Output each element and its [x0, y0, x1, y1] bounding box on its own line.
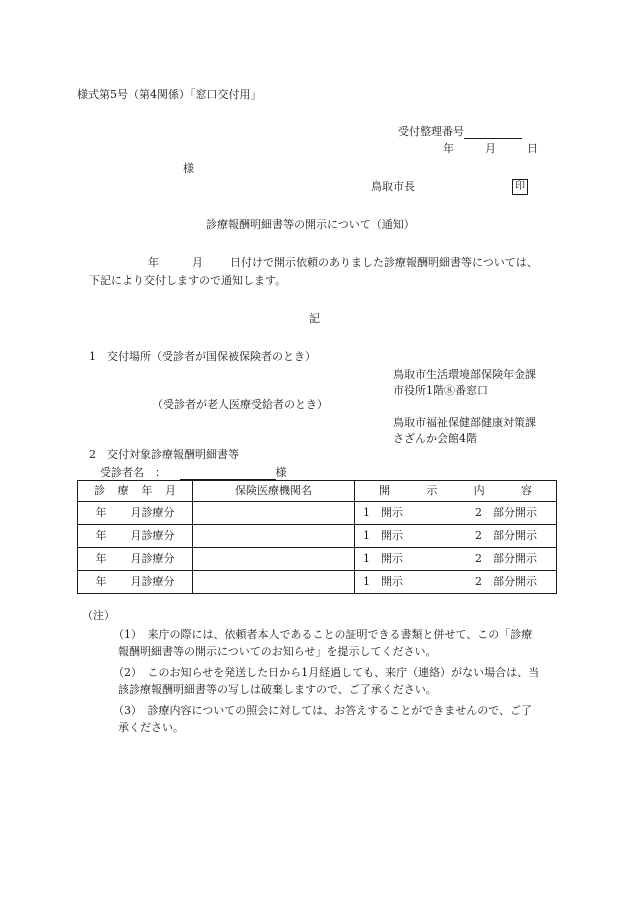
note-2-line-2: 該診療報酬明細書等の写しは破棄しますので、ご了承ください。 [118, 683, 437, 696]
form-id: 様式第5号（第4関係）「窓口交付用」 [77, 88, 262, 101]
institution-cell [193, 525, 355, 548]
option-partial: 2 部分開示 [475, 505, 537, 519]
note-3-line-2: 承ください。 [118, 721, 184, 734]
body-year: 年 [148, 256, 159, 269]
header-disclosure-char: 示 [426, 483, 438, 497]
notes-label: （注） [82, 609, 115, 622]
option-disclose: 1 開示 [363, 551, 403, 565]
disclosure-cell [355, 548, 557, 571]
option-disclose: 1 開示 [363, 574, 403, 588]
patient-name-blank [180, 465, 276, 480]
section1-sub-heading: （受診者が老人医療受給者のとき） [152, 398, 328, 411]
addressee-suffix: 様 [183, 162, 194, 175]
seal-mark [512, 179, 528, 195]
body-month: 月 [192, 256, 203, 269]
section2-heading: 2 交付対象診療報酬明細書等 [89, 448, 239, 461]
table-row [78, 502, 557, 525]
receipt-number-blank [464, 124, 522, 139]
row-month: 月診療分 [130, 574, 175, 588]
option-partial: 2 部分開示 [475, 528, 537, 542]
place2-line2: さざんか会館4階 [393, 432, 477, 445]
institution-cell [193, 502, 355, 525]
row-month: 月診療分 [130, 505, 175, 519]
row-year: 年 [95, 574, 107, 588]
date-day: 日 [527, 142, 538, 155]
patient-name-suffix: 様 [275, 466, 287, 479]
date-year: 年 [443, 142, 454, 155]
period-cell [78, 525, 193, 548]
disclosure-cell [355, 502, 557, 525]
body-line-2: 下記により交付しますので通知します。 [89, 274, 287, 287]
body-line-1 [148, 256, 538, 270]
option-disclose: 1 開示 [363, 505, 403, 519]
table-row [78, 548, 557, 571]
disclosure-cell [355, 571, 557, 594]
issuer: 鳥取市長 [371, 180, 415, 193]
place2-line1: 鳥取市福祉保健部健康対策課 [393, 416, 536, 429]
ki-heading: 記 [309, 312, 320, 325]
date-line [443, 142, 538, 156]
records-table [77, 480, 557, 594]
date-month: 月 [485, 142, 496, 155]
header-institution: 保険医療機関名 [193, 481, 355, 502]
seal-text: 印 [512, 179, 528, 195]
receipt-number-field [398, 124, 522, 139]
header-period-char: 療 [117, 483, 129, 497]
row-month: 月診療分 [130, 528, 175, 542]
note-3-line-1: （3） 診療内容についての照会に対しては、お答えすることができませんので、ご了 [113, 704, 533, 717]
row-year: 年 [95, 505, 107, 519]
document-title: 診療報酬明細書等の開示について（通知） [206, 218, 415, 231]
header-disclosure-char: 容 [520, 483, 532, 497]
period-cell [78, 571, 193, 594]
body-line-1-rest: 日付けで開示依頼のありました診療報酬明細書等については、 [230, 256, 538, 269]
note-1-line-1: （1） 来庁の際には、依頼者本人であることの証明できる書類と併せて、この「診療 [113, 628, 533, 641]
period-cell [78, 502, 193, 525]
header-period-char: 月 [164, 483, 176, 497]
note-2-line-1: （2） このお知らせを発送した日から1月経過しても、来庁（連絡）がない場合は、当 [113, 666, 540, 679]
receipt-number-label: 受付整理番号 [398, 125, 464, 138]
patient-name-label: 受診者名 ： [100, 466, 166, 479]
section1-heading: 1 交付場所（受診者が国保被保険者のとき） [89, 350, 316, 363]
institution-cell [193, 548, 355, 571]
row-year: 年 [95, 528, 107, 542]
header-period-char: 年 [141, 483, 153, 497]
table-header-row [78, 481, 557, 502]
header-disclosure-char: 開 [379, 483, 390, 497]
patient-name-field [100, 465, 287, 480]
row-month: 月診療分 [130, 551, 175, 565]
place1-line2: 市役所1階⑧番窓口 [393, 384, 488, 397]
institution-cell [193, 571, 355, 594]
option-disclose: 1 開示 [363, 528, 403, 542]
table-row [78, 571, 557, 594]
table-row [78, 525, 557, 548]
disclosure-cell [355, 525, 557, 548]
row-year: 年 [95, 551, 107, 565]
place1-line1: 鳥取市生活環境部保険年金課 [393, 368, 536, 381]
header-period [78, 481, 193, 502]
header-period-char: 診 [94, 483, 105, 497]
period-cell [78, 548, 193, 571]
header-disclosure [355, 481, 557, 502]
header-disclosure-char: 内 [473, 483, 485, 497]
note-1-line-2: 報酬明細書等の開示についてのお知らせ」を提示してください。 [118, 645, 437, 658]
option-partial: 2 部分開示 [475, 551, 537, 565]
option-partial: 2 部分開示 [475, 574, 537, 588]
